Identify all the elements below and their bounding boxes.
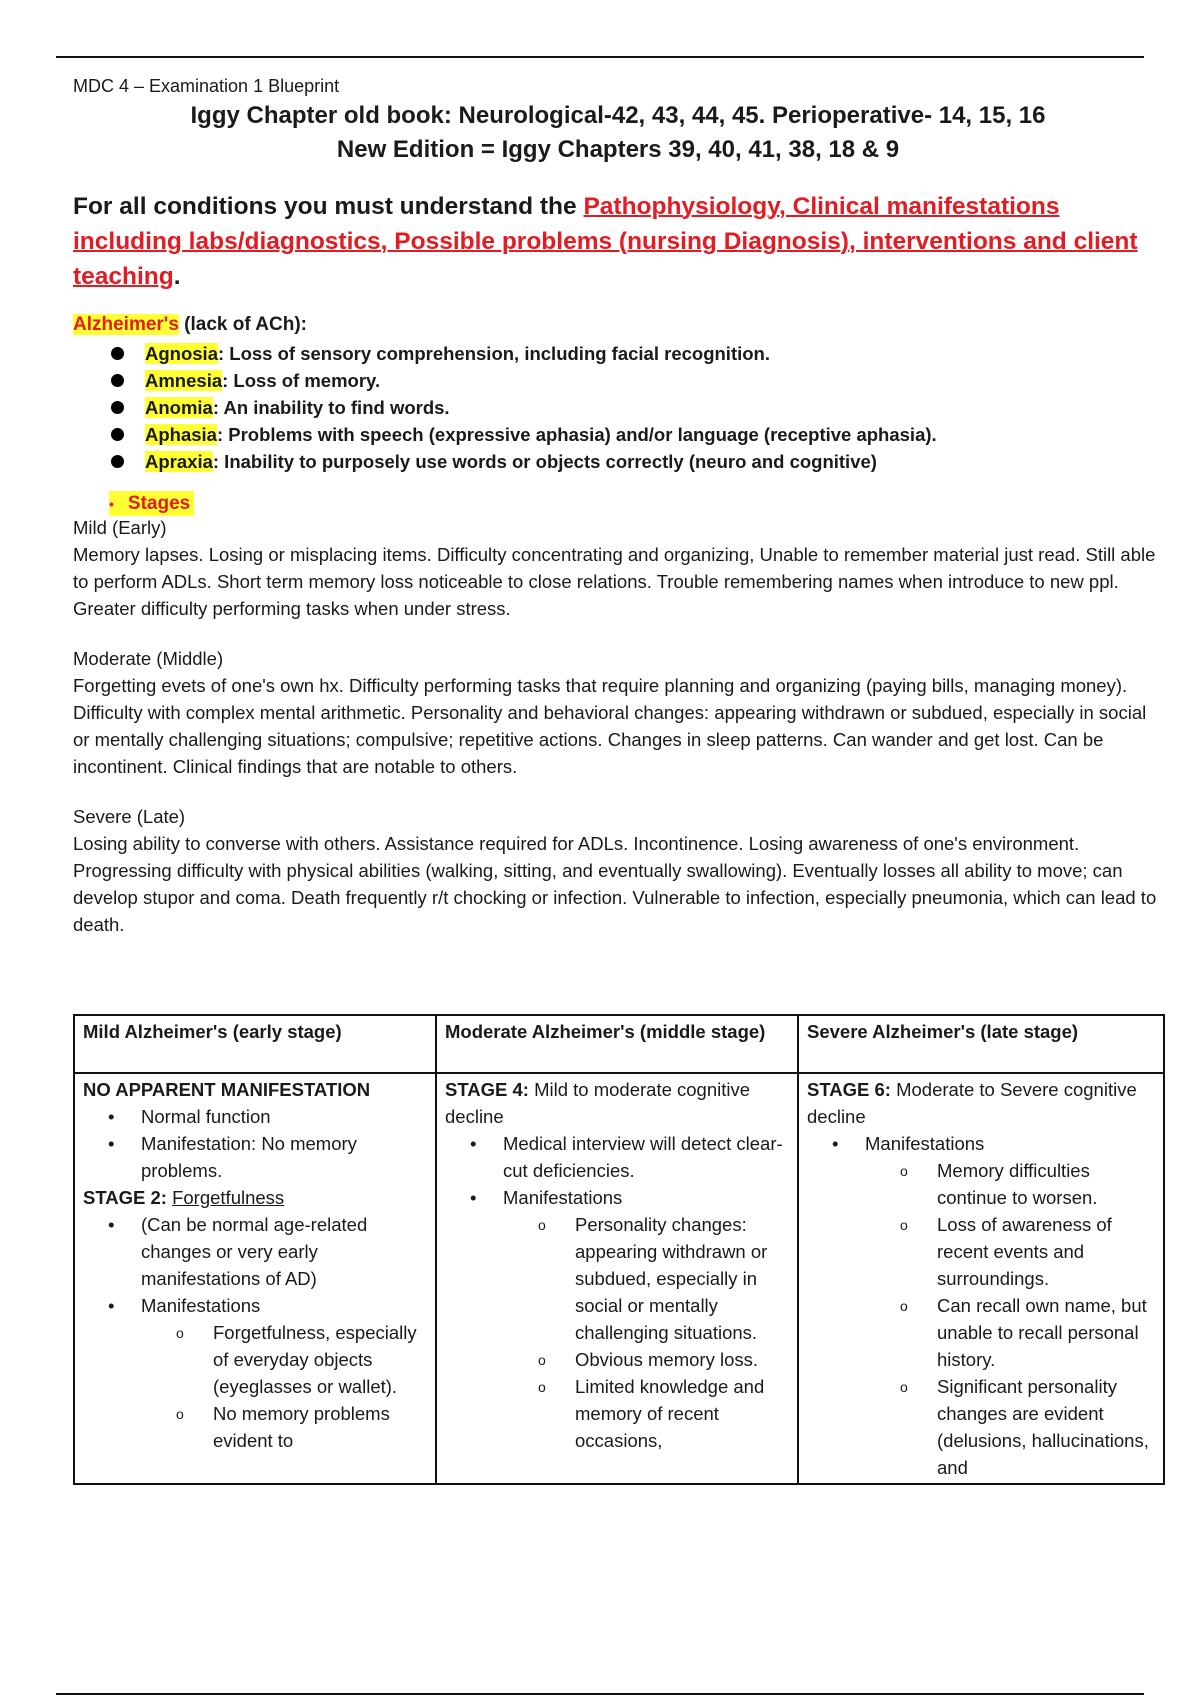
list-item: • Manifestations o Memory difficulties continue to worsen. o Loss of awareness of recent events and surroundings. o Can recall own name, but unable to recall personal history. o Significant personality changes are evident (delusions, hallucinations, and <box>865 1130 1155 1481</box>
list-item: Anomia: An inability to find words. <box>145 394 1163 421</box>
alzheimers-heading: Alzheimer's (lack of ACh): <box>73 314 307 335</box>
top-rule <box>56 56 1144 58</box>
a-terms-list <box>73 340 1163 475</box>
list-item: o Forgetfulness, especially of everyday objects (eyeglasses or wallet). <box>213 1319 427 1400</box>
list-item: • Normal function <box>141 1103 427 1130</box>
bottom-rule <box>56 1693 1144 1695</box>
stages-table <box>73 1014 1165 1485</box>
table-row <box>74 1073 1164 1484</box>
table-cell-severe: STAGE 6: Moderate to Severe cognitive decline • Manifestations o Memory difficulties continue to worsen. o Loss of awareness of recent events and surroundings. o Can recall own name, but unable to recall personal history. o Significant personality changes are evident (delusions, hallucinations, and <box>798 1073 1164 1484</box>
stage-moderate-text: Forgetting evets of one's own hx. Difficulty performing tasks that require planning and organizing (paying bills, managing money). Difficulty with complex mental arithmetic. Personality and behavioral changes: appearing withdrawn or subdued, especially in social or mentally challenging situations; compulsive; repetitive actions. Changes in sleep patterns. Can wander and get lost. Can be incontinent. Clinical findings that are notable to others. <box>73 675 1147 777</box>
stages-heading: • Stages <box>109 493 1163 515</box>
table-header-cell: Mild Alzheimer's (early stage) <box>74 1015 436 1073</box>
table-cell-mild: NO APPARENT MANIFESTATION • Normal function • Manifestation: No memory problems. STAGE 2: Forgetfulness • (Can be normal age-related changes or very early manifestations of AD) • Manifestations o Forgetfulness, especially of everyday objects (eyeglasses or wallet). o No memory problems evident to <box>74 1073 436 1484</box>
stage-mild-text: Memory lapses. Losing or misplacing items. Difficulty concentrating and organizing, Unable to remember material just read. Still able to perform ADLs. Short term memory loss noticeable to close relations. Trouble remembering names when introduce to new ppl. Greater difficulty performing tasks when under stress. <box>73 544 1156 619</box>
list-item: Agnosia: Loss of sensory comprehension, including facial recognition. <box>145 340 1163 367</box>
list-item: o No memory problems evident to <box>213 1400 427 1454</box>
stage-severe-heading: Severe (Late) <box>73 806 186 827</box>
list-item: o Personality changes: appearing withdrawn or subdued, especially in social or mentally challenging situations. <box>575 1211 789 1346</box>
stage-moderate-heading: Moderate (Middle) <box>73 648 224 669</box>
stage-mild-heading: Mild (Early) <box>73 517 167 538</box>
list-item: o Loss of awareness of recent events and surroundings. <box>937 1211 1155 1292</box>
list-item: • Manifestations o Personality changes: appearing withdrawn or subdued, especially in social or mentally challenging situations. o Obvious memory loss. o Limited knowledge and memory of recent occasions, <box>503 1184 789 1454</box>
table-cell-moderate: STAGE 4: Mild to moderate cognitive decline • Medical interview will detect clear-cut deficiencies. • Manifestations o Personality changes: appearing withdrawn or subdued, especially in social or mentally challenging situations. o Obvious memory loss. o Limited knowledge and memory of recent occasions, <box>436 1073 798 1484</box>
list-item: o Obvious memory loss. <box>575 1346 789 1373</box>
list-item: Aphasia: Problems with speech (expressive aphasia) and/or language (receptive aphasia). <box>145 421 1163 448</box>
title-line-2: New Edition = Iggy Chapters 39, 40, 41, 38, 18 & 9 <box>336 136 900 163</box>
table-header-row <box>74 1015 1164 1073</box>
table-header-cell: Moderate Alzheimer's (middle stage) <box>436 1015 798 1073</box>
document-page <box>73 72 1163 938</box>
list-item: o Limited knowledge and memory of recent occasions, <box>575 1373 789 1454</box>
list-item: • Manifestations o Forgetfulness, especially of everyday objects (eyeglasses or wallet). o No memory problems evident to <box>141 1292 427 1454</box>
list-item: • (Can be normal age-related changes or very early manifestations of AD) <box>141 1211 427 1292</box>
title-line-1: Iggy Chapter old book: Neurological-42, 43, 44, 45. Perioperative- 14, 15, 16 <box>190 102 1046 129</box>
stage-severe-text: Losing ability to converse with others. Assistance required for ADLs. Incontinence. Losing awareness of one's environment. Progressing difficulty with physical abilities (walking, sitting, and eventually swallowing). Eventually losses all ability to move; can develop stupor and coma. Death frequently r/t chocking or infection. Vulnerable to infection, especially pneumonia, which can lead to death. <box>73 833 1157 935</box>
list-item: Apraxia: Inability to purposely use words or objects correctly (neuro and cognitive) <box>145 448 1163 475</box>
lead-paragraph: For all conditions you must understand the Pathophysiology, Clinical manifestations including labs/diagnostics, Possible problems (nursing Diagnosis), interventions and client teaching. <box>73 193 1138 290</box>
list-item: • Medical interview will detect clear-cut deficiencies. <box>503 1130 789 1184</box>
list-item: o Can recall own name, but unable to recall personal history. <box>937 1292 1155 1373</box>
list-item: Amnesia: Loss of memory. <box>145 367 1163 394</box>
list-item: o Significant personality changes are evident (delusions, hallucinations, and <box>937 1373 1155 1481</box>
table-header-cell: Severe Alzheimer's (late stage) <box>798 1015 1164 1073</box>
document-kicker: MDC 4 – Examination 1 Blueprint <box>73 76 340 96</box>
alzheimers-name: Alzheimer's <box>73 314 179 335</box>
lead-emphasis: Pathophysiology, Clinical manifestations including labs/diagnostics, Possible problems (nursing Diagnosis), interventions and client teaching <box>73 193 1138 290</box>
list-item: o Memory difficulties continue to worsen. <box>937 1157 1155 1211</box>
list-item: • Manifestation: No memory problems. <box>141 1130 427 1184</box>
